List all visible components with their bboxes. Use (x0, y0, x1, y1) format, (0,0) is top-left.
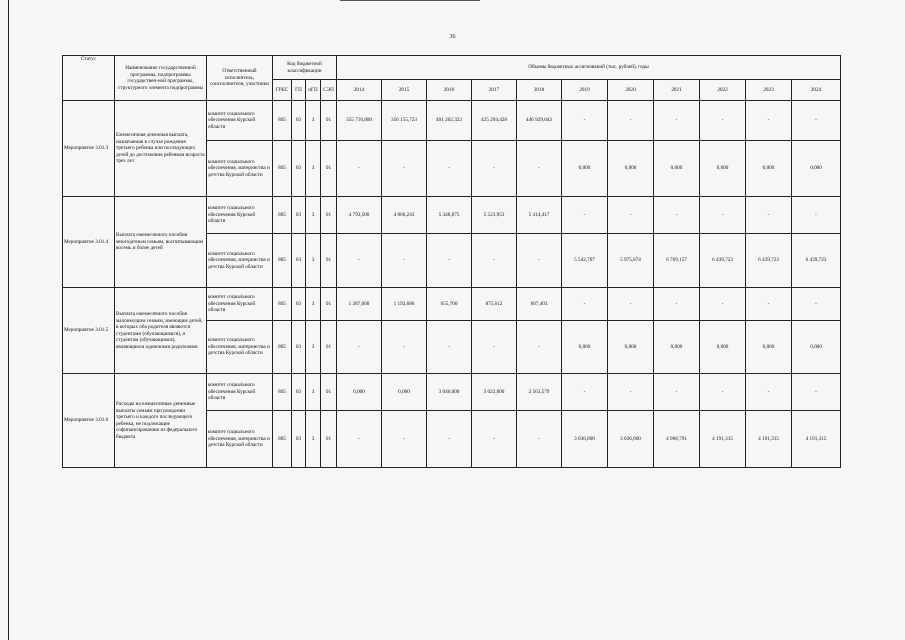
row-value: - (517, 141, 562, 197)
row-value: - (472, 411, 517, 468)
row-value: 3 036,800 (562, 411, 608, 468)
row-code: 805 (273, 288, 292, 321)
row-code: 805 (273, 411, 292, 468)
row-code: 01 (321, 197, 337, 234)
row-value: - (382, 234, 427, 288)
row-value: - (654, 288, 700, 321)
row-value: - (746, 374, 792, 411)
row-executor: комитет социального обеспечения, материнства и детства Курской области (207, 234, 273, 288)
row-value: 0,000 (700, 321, 746, 374)
row-value: - (517, 321, 562, 374)
row-value: 875,612 (472, 288, 517, 321)
row-code: 01 (321, 141, 337, 197)
row-value: 5 348,875 (427, 197, 472, 234)
row-value: - (382, 141, 427, 197)
row-value: 0,000 (792, 141, 841, 197)
row-value: 5 542,707 (562, 234, 608, 288)
header-year: 2024 (792, 80, 841, 101)
table-row (63, 374, 841, 411)
row-status: Мероприятие 3.01.4 (63, 197, 115, 288)
header-year: 2020 (608, 80, 654, 101)
row-value: - (608, 101, 654, 141)
row-value: 655,700 (427, 288, 472, 321)
row-code: 01 (321, 321, 337, 374)
row-value: - (746, 288, 792, 321)
row-value: 0,000 (654, 321, 700, 374)
row-value: 3 036,800 (608, 411, 654, 468)
header-year: 2015 (382, 80, 427, 101)
row-value: 6 439,723 (746, 234, 792, 288)
row-value: - (337, 411, 382, 468)
row-value: 5 975,874 (608, 234, 654, 288)
row-executor: комитет социального обеспечения Курской области (207, 101, 273, 141)
row-value: - (562, 197, 608, 234)
row-value: 6 439,723 (792, 234, 841, 288)
header-code-group: Код бюджетной классификации (273, 56, 337, 80)
row-code: 03 (292, 288, 306, 321)
header-status: Статус (63, 56, 115, 101)
header-year: 2018 (517, 80, 562, 101)
row-code: 3 (306, 411, 321, 468)
budget-table (62, 55, 841, 468)
row-value: 4 191,315 (792, 411, 841, 468)
row-value: 1 387,000 (337, 288, 382, 321)
row-value: 355 716,800 (337, 101, 382, 141)
row-value: 0,000 (337, 374, 382, 411)
header-year: 2019 (562, 80, 608, 101)
row-value: - (700, 374, 746, 411)
row-code: 01 (321, 101, 337, 141)
row-code: 3 (306, 321, 321, 374)
row-name: Расходы на ежемесячные денежные выплаты семьям при рождении третьего и каждого последующего ребенка, не подлежащие софинансированию из федерального бюджета (115, 374, 207, 468)
row-value: - (792, 288, 841, 321)
row-value: - (382, 411, 427, 468)
row-code: 805 (273, 234, 292, 288)
row-value: - (427, 411, 472, 468)
row-value: - (337, 141, 382, 197)
row-value: 1 192,686 (382, 288, 427, 321)
row-code: 01 (321, 374, 337, 411)
header-name: Наименование государственной программы, подпрограммы государствен-ной программы, структурного элемента подпрограммы (115, 56, 207, 101)
row-code: 03 (292, 101, 306, 141)
row-value: - (382, 321, 427, 374)
row-value: - (608, 197, 654, 234)
row-code: 805 (273, 197, 292, 234)
row-value: 0,000 (562, 141, 608, 197)
row-code: 01 (321, 288, 337, 321)
row-value: - (700, 197, 746, 234)
row-value: - (427, 321, 472, 374)
row-value: - (792, 374, 841, 411)
row-name: Ежемесячная денежная выплата, назначаемая в случае рождения третьего ребенка или последующих детей до достижения ребенком возраста трех лет (115, 101, 207, 197)
row-value: - (472, 141, 517, 197)
page-number: 36 (449, 34, 456, 40)
row-value: 2 563,579 (517, 374, 562, 411)
row-value: 0,000 (608, 141, 654, 197)
row-executor: комитет социального обеспечения, материнства и детства Курской области (207, 321, 273, 374)
row-value: 0,000 (746, 321, 792, 374)
row-value: - (792, 197, 841, 234)
row-value: 0,000 (700, 141, 746, 197)
row-value: 4 068,791 (654, 411, 700, 468)
row-code: 03 (292, 411, 306, 468)
row-code: 805 (273, 321, 292, 374)
row-code: 3 (306, 101, 321, 141)
row-value: 4 191,315 (700, 411, 746, 468)
row-value: - (608, 374, 654, 411)
header-year: 2016 (427, 80, 472, 101)
row-name: Выплата ежемесячного пособия малоимущим семьям, имеющим детей, в которых оба родителя являются студентами (обучающимися), и студентам (обучающимся), являющимся одинокими родителями (115, 288, 207, 374)
page-frame-left-line (8, 0, 9, 640)
row-value: 0,000 (792, 321, 841, 374)
row-value: 5 523,953 (472, 197, 517, 234)
row-value: 446 929,043 (517, 101, 562, 141)
row-code: 03 (292, 234, 306, 288)
row-code: 03 (292, 141, 306, 197)
row-value: - (427, 234, 472, 288)
header-year: 2023 (746, 80, 792, 101)
header-volume-group: Объемы бюджетных ассигнований (тыс. рублей), годы (337, 56, 841, 80)
row-value: - (792, 101, 841, 141)
row-value: 607,403 (517, 288, 562, 321)
row-value: - (562, 288, 608, 321)
row-value: - (700, 288, 746, 321)
row-status: Мероприятие 3.01.6 (63, 374, 115, 468)
row-value: - (654, 101, 700, 141)
header-year: 2014 (337, 80, 382, 101)
row-value: 3 046,000 (427, 374, 472, 411)
row-value: - (562, 374, 608, 411)
row-value: 356 155,723 (382, 101, 427, 141)
row-value: - (608, 288, 654, 321)
row-value: 6 439,723 (700, 234, 746, 288)
row-code: 3 (306, 141, 321, 197)
row-value: - (517, 411, 562, 468)
header-code: ГП (292, 80, 306, 101)
row-value: - (654, 374, 700, 411)
row-value: 401 202,322 (427, 101, 472, 141)
row-status: Мероприятие 3.01.5 (63, 288, 115, 374)
row-value: - (337, 321, 382, 374)
row-code: 805 (273, 101, 292, 141)
header-year: 2021 (654, 80, 700, 101)
row-code: 805 (273, 374, 292, 411)
row-code: 3 (306, 234, 321, 288)
row-code: 01 (321, 234, 337, 288)
row-value: 4 191,315 (746, 411, 792, 468)
row-value: 0,000 (562, 321, 608, 374)
page-frame-top-rule (340, 0, 480, 1)
row-value: 4 866,243 (382, 197, 427, 234)
row-code: 03 (292, 321, 306, 374)
table-header (63, 56, 841, 101)
row-name: Выплата ежемесячного пособия многодетным семьям, воспитывающим восемь и более детей (115, 197, 207, 288)
row-executor: комитет социального обеспечения, материнства и детства Курской области (207, 141, 273, 197)
row-executor: комитет социального обеспечения Курской области (207, 197, 273, 234)
row-value: - (700, 101, 746, 141)
row-value: - (472, 321, 517, 374)
table-row (63, 101, 841, 141)
row-code: 3 (306, 374, 321, 411)
row-executor: комитет социального обеспечения Курской области (207, 288, 273, 321)
header-code: пГП (306, 80, 321, 101)
header-executor: Ответственный исполнитель, соисполнители, участники (207, 56, 273, 101)
row-value: - (746, 197, 792, 234)
table-row (63, 288, 841, 321)
table-row (63, 197, 841, 234)
row-code: 03 (292, 374, 306, 411)
table-body (63, 101, 841, 468)
row-value: 0,000 (382, 374, 427, 411)
row-value: 5 414,417 (517, 197, 562, 234)
row-value: - (654, 197, 700, 234)
header-code: ГРБС (273, 80, 292, 101)
row-code: 01 (321, 411, 337, 468)
row-value: - (562, 101, 608, 141)
row-value: - (337, 234, 382, 288)
row-executor: комитет социального обеспечения Курской области (207, 374, 273, 411)
row-code: 3 (306, 197, 321, 234)
row-value: - (472, 234, 517, 288)
row-value: - (427, 141, 472, 197)
row-code: 03 (292, 197, 306, 234)
row-value: 0,000 (608, 321, 654, 374)
row-value: 3 022,000 (472, 374, 517, 411)
row-value: 6 769,157 (654, 234, 700, 288)
row-value: 0,000 (654, 141, 700, 197)
row-code: 3 (306, 288, 321, 321)
row-executor: комитет социального обеспечения, материнства и детства Курской области (207, 411, 273, 468)
row-value: - (746, 101, 792, 141)
row-value: 4 793,500 (337, 197, 382, 234)
header-code: СЭП (321, 80, 337, 101)
row-value: 0,000 (746, 141, 792, 197)
row-value: 425 294,428 (472, 101, 517, 141)
row-code: 805 (273, 141, 292, 197)
header-year: 2017 (472, 80, 517, 101)
row-status: Мероприятие 3.01.3 (63, 101, 115, 197)
header-year: 2022 (700, 80, 746, 101)
row-value: - (517, 234, 562, 288)
